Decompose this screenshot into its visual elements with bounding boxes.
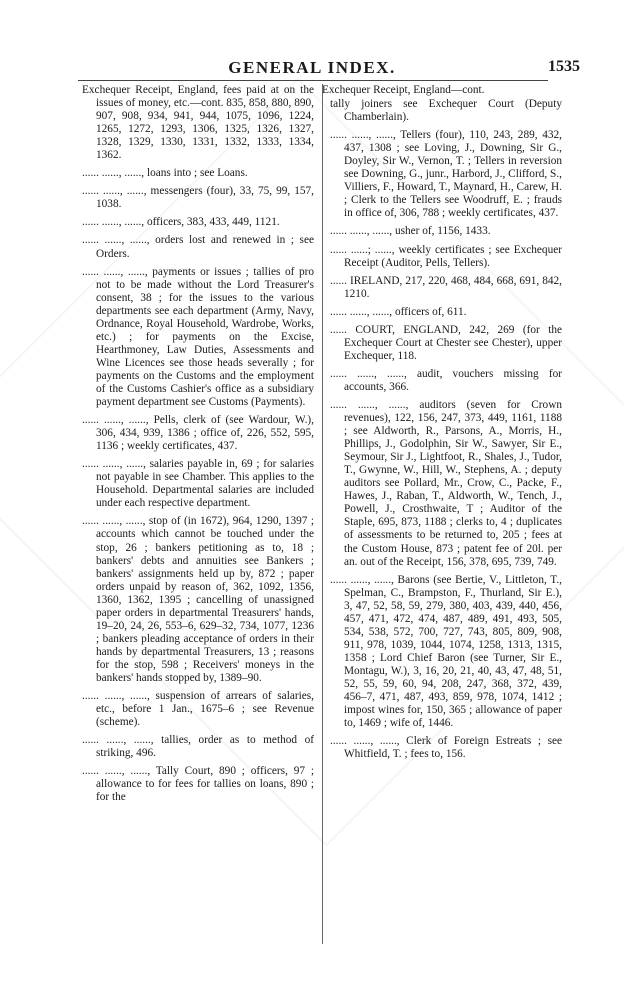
index-entry: ...... ......, ......, payments or issues ; tallies of pro not to be made without the Lord Treasurer's consent, 38 ; for the issues to the various departments see each department (Army, Navy, Ordnance, Royal Household, Wardrobe, Works, etc.) ; for payments on the Excise, Hearthmoney, Law Duties, Assessments and Wine Licences see those heads severally ; for payments on the Customs and the employment of the Customs Cashier's office as a subsidiary payment department see Customs (Payments). (82, 265, 314, 409)
running-head (0, 58, 624, 82)
index-entry: ...... ......, ......, officers of, 611. (330, 305, 467, 318)
index-entry: ...... ......, ......, Tellers (four), 110, 243, 289, 432, 437, 1308 ; see Loving, J., Downing, Sir G., Doyley, Sir W., Vernon, T. ; Tellers in reversion see Downing, G., junr., Harbord, J., Clifford, S., Villiers, F., Howard, T., Maynard, H., Carew, H. ; Clerk to the Tellers see Woodruff, E. ; frauds in office of, 306, 788 ; weekly certificates, 437. (330, 129, 562, 220)
index-entry: ...... IRELAND, 217, 220, 468, 484, 668, 691, 842, 1210. (330, 274, 562, 300)
index-entry: ...... ......, ......, Tally Court, 890 ; officers, 97 ; allowance to for fees for tallies on loans, 890 ; for the (82, 765, 314, 804)
right-column (322, 84, 562, 766)
index-entry: tally joiners see Exchequer Court (Deputy Chamberlain). (330, 98, 562, 124)
running-head-title: GENERAL INDEX. (228, 58, 396, 77)
index-entry: ...... COURT, ENGLAND, 242, 269 (for the Exchequer Court at Chester see Chester), upper Exchequer, 118. (330, 323, 562, 362)
index-entry: ...... ......, ......, audit, vouchers missing for accounts, 366. (330, 367, 562, 393)
index-entry: ...... ......, ......, suspension of arrears of salaries, etc., before 1 Jan., 1675–6 ; see Revenue (scheme). (82, 690, 314, 729)
index-entry: ...... ......, ......, salaries payable in, 69 ; for salaries not payable in see Chamber. This applies to the Household. Departmental salaries are included under each respective department. (82, 458, 314, 510)
header-rule (78, 80, 548, 81)
index-entry: ...... ......, ......, auditors (seven for Crown revenues), 122, 156, 247, 373, 449, 1161, 1188 ; see Aldworth, R., Parsons, A., Morris, H., Phillips, J., Godolphin, Sir W., Sawyer, Sir E., Seymour, Sir J., Lightfoot, R., Shales, J., Tudor, T., Gwynne, W., Hill, W., Stephens, A. ; deputy auditors see Pollard, Mr., Crow, C., Packe, F., Hawes, J., Raban, T., Aldworth, W., Tench, J., Powell, J., Crosthwaite, T ; Auditor of the Staple, 695, 873, 1188 ; clerks to, 4 ; duplicates of assessments to be returned to, 205 ; fees at the Custom House, 873 ; patent fee of 20l. per an. out of the Receipt, 156, 378, 695, 739, 749. (330, 398, 562, 568)
page-number: 1535 (548, 58, 580, 75)
index-entry: ...... ......, ......, loans into ; see Loans. (82, 167, 248, 180)
index-entry: ...... ......, ......, Clerk of Foreign Estreats ; see Whitfield, T. ; fees to, 156. (330, 735, 562, 761)
index-entry: Exchequer Receipt, England, fees paid at on the issues of money, etc.—cont. 835, 858, 880, 890, 907, 908, 934, 941, 944, 1075, 1096, 1224, 1265, 1272, 1293, 1306, 1325, 1326, 1327, 1328, 1329, 1330, 1331, 1332, 1333, 1334, 1362. (82, 84, 314, 162)
column-divider (322, 84, 323, 944)
index-entry: ...... ......, ......, usher of, 1156, 1433. (330, 225, 491, 238)
index-entry: ...... ......, ......, messengers (four), 33, 75, 99, 157, 1038. (82, 185, 314, 211)
index-entry: ...... ......, ......, Pells, clerk of (see Wardour, W.), 306, 434, 939, 1386 ; office of, 226, 552, 595, 1136 ; weekly certificates, 437. (82, 414, 314, 453)
index-entry: ...... ......, ......, Barons (see Bertie, V., Littleton, T., Spelman, C., Brampston, F., Thurland, Sir E.), 3, 47, 52, 58, 59, 279, 380, 403, 439, 440, 456, 457, 471, 472, 474, 487, 489, 491, 493, 505, 534, 538, 572, 700, 727, 743, 805, 809, 908, 911, 978, 1039, 1044, 1074, 1258, 1313, 1315, 1358 ; Lord Chief Baron (see Turner, Sir E., Montagu, W.), 3, 16, 20, 21, 40, 43, 47, 48, 51, 52, 55, 59, 60, 94, 208, 247, 368, 372, 439, 456–7, 471, 487, 493, 859, 978, 1074, 1412 ; impost wines for, 150, 365 ; allowance of paper to, 1469 ; wife of, 1446. (330, 573, 562, 730)
index-entry: ...... ......; ......, weekly certificates ; see Exchequer Receipt (Auditor, Pells, Tellers). (330, 243, 562, 269)
continuation-head: Exchequer Receipt, England—cont. (322, 84, 485, 96)
index-entry: ...... ......, ......, officers, 383, 433, 449, 1121. (82, 216, 280, 229)
left-column (82, 84, 314, 809)
index-entry: ...... ......, ......, orders lost and renewed in ; see Orders. (82, 234, 314, 260)
index-entry: ...... ......, ......, stop of (in 1672), 964, 1290, 1397 ; accounts which cannot be touched under the stop, 26 ; bankers petitioning as to, 18 ; bankers' debts and annuities see Bankers ; bankers' assignments held up by, 872 ; paper orders unpaid by reason of, 362, 1092, 1356, 1360, 1362, 1395 ; cancelling of unassigned paper orders in departmental Treasurers' hands, 19–20, 24, 26, 553–6, 629–32, 734, 1077, 1236 ; bankers pleading acceptance of orders in their hands by departmental Treasurers, 13 ; reasons for the stop, 598 ; Receivers' moneys in the bankers' hands stopped by, 1389–90. (82, 515, 314, 684)
index-entry: ...... ......, ......, tallies, order as to method of striking, 496. (82, 734, 314, 760)
